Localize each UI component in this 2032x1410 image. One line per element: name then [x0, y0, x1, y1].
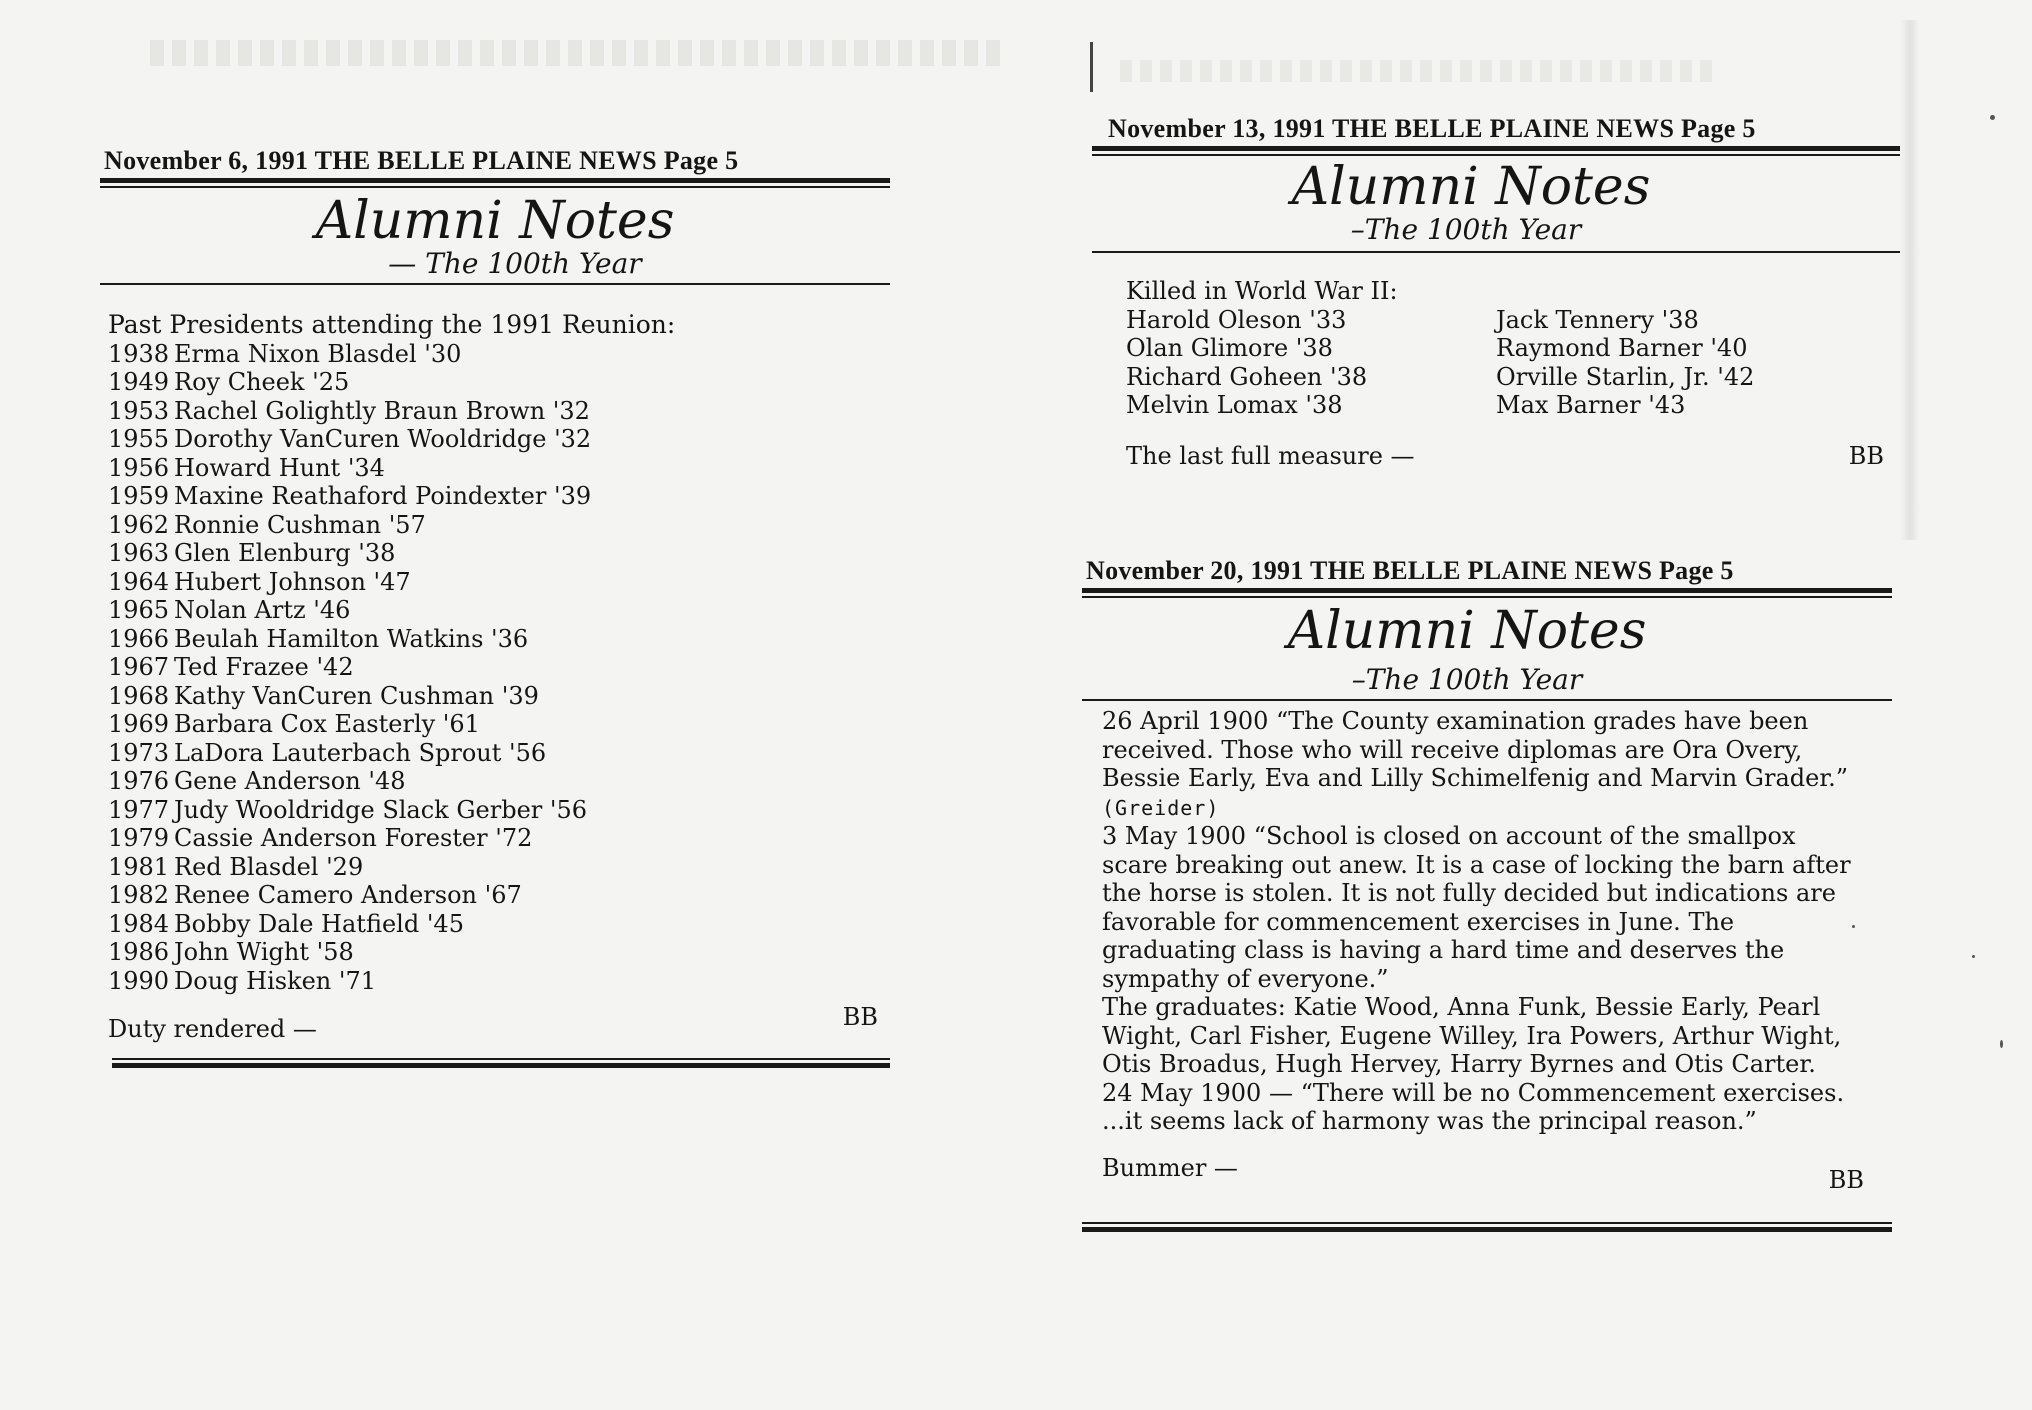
rule [112, 1063, 890, 1068]
list-item [108, 397, 890, 426]
year: 1984 [108, 909, 170, 938]
year: 1953 [108, 396, 170, 425]
year: 1967 [108, 653, 170, 682]
dust-speck [1972, 955, 1975, 958]
rule [1092, 251, 1900, 253]
list-item [108, 368, 890, 397]
year: 1963 [108, 539, 170, 568]
list-item [108, 340, 890, 369]
list-item [108, 853, 890, 882]
list-item: Olan Glimore '38 [1126, 334, 1333, 363]
closing-line: Bummer — [1102, 1153, 1238, 1182]
list-item [108, 824, 890, 853]
list-item [108, 682, 890, 711]
list-item [108, 625, 890, 654]
name: Doug Hisken '71 [174, 966, 377, 995]
presidents-list [108, 340, 890, 996]
article-paragraph [1102, 707, 1864, 822]
list-item: Raymond Barner '40 [1496, 334, 1748, 363]
rule [1092, 154, 1900, 156]
article-paragraph: 24 May 1900 — “There will be no Commencement exercises. ...it seems lack of harmony was the principal reason.” [1102, 1078, 1845, 1136]
article-body [1082, 707, 1892, 1194]
name: Renee Camero Anderson '67 [174, 881, 522, 910]
sign-off [1102, 1154, 1864, 1195]
name: Beulah Hamilton Watkins '36 [174, 624, 529, 653]
year: 1986 [108, 938, 170, 967]
list-item [108, 767, 890, 796]
list-item [108, 938, 890, 967]
name: Dorothy VanCuren Wooldridge '32 [174, 425, 592, 454]
list-item [108, 539, 890, 568]
fold-mark [1090, 42, 1093, 92]
article-heading: Past Presidents attending the 1991 Reunion: [108, 310, 676, 340]
signature: BB [1828, 1165, 1864, 1194]
year: 1968 [108, 681, 170, 710]
list-item: Jack Tennery '38 [1496, 305, 1699, 334]
year: 1973 [108, 738, 170, 767]
rule [100, 186, 890, 188]
list-item [108, 796, 890, 825]
list-item: Richard Goheen '38 [1126, 362, 1368, 391]
list-item: Max Barner '43 [1496, 391, 1686, 420]
year: 1949 [108, 368, 170, 397]
name: Rachel Golightly Braun Brown '32 [174, 396, 590, 425]
paragraph-text: 26 April 1900 “The County examination grades have been received. Those who will receive diplomas are Ora Overy, Bessie Early, Eva and Lilly Schimelfenig and Marvin Grader.” [1102, 707, 1849, 793]
name: Howard Hunt '34 [174, 453, 385, 482]
bleed-through-text [1120, 60, 1720, 82]
name: Cassie Anderson Forester '72 [174, 824, 533, 853]
name: Kathy VanCuren Cushman '39 [174, 681, 539, 710]
names-column-left [1126, 306, 1496, 420]
list-item [108, 739, 890, 768]
year: 1990 [108, 966, 170, 995]
year: 1977 [108, 795, 170, 824]
column-subtitle: –The 100th Year [1350, 212, 1582, 246]
rule [1082, 596, 1892, 598]
sign-off [1126, 442, 1900, 471]
name: Gene Anderson '48 [174, 767, 406, 796]
list-item: Orville Starlin, Jr. '42 [1496, 362, 1755, 391]
year: 1956 [108, 453, 170, 482]
rule [1082, 1227, 1892, 1232]
list-item: Melvin Lomax '38 [1126, 391, 1343, 420]
dateline: November 6, 1991 THE BELLE PLAINE NEWS Page 5 [104, 146, 739, 175]
year: 1962 [108, 510, 170, 539]
dateline: November 20, 1991 THE BELLE PLAINE NEWS Page 5 [1086, 556, 1734, 585]
rule [1082, 699, 1892, 701]
name: LaDora Lauterbach Sprout '56 [174, 738, 547, 767]
year: 1982 [108, 881, 170, 910]
article-heading: Killed in World War II: [1126, 277, 1398, 306]
list-item [108, 568, 890, 597]
list-item [108, 653, 890, 682]
name: Judy Wooldridge Slack Gerber '56 [174, 795, 588, 824]
closing-line: Duty rendered — [108, 1015, 317, 1044]
year: 1965 [108, 596, 170, 625]
list-item [108, 967, 890, 996]
name: Maxine Reathaford Poindexter '39 [174, 482, 592, 511]
scan-shadow [1900, 20, 1920, 540]
year: 1981 [108, 852, 170, 881]
handwritten-note: (Greider) [1102, 795, 1220, 820]
dust-speck [1990, 115, 1995, 120]
year: 1976 [108, 767, 170, 796]
column-title: Alumni Notes [315, 191, 675, 251]
name: Ronnie Cushman '57 [174, 510, 426, 539]
article-paragraph: 3 May 1900 “School is closed on account of the smallpox scare breaking out anew. It is a case of locking the barn after the horse is stolen. It is not fully decided but indications are favorable for commencement exercises in June. The graduating class is having a hard time and deserves the sympathy of everyone.” [1102, 822, 1851, 993]
list-item: Harold Oleson '33 [1126, 305, 1347, 334]
name: Roy Cheek '25 [174, 368, 350, 397]
clipping-nov-6 [100, 146, 890, 1068]
clipping-nov-13 [1092, 114, 1900, 470]
closing-line: The last full measure — [1126, 441, 1415, 470]
year: 1964 [108, 567, 170, 596]
column-title: Alumni Notes [1291, 157, 1651, 217]
name: Glen Elenburg '38 [174, 539, 396, 568]
name: Nolan Artz '46 [174, 596, 351, 625]
name: Bobby Dale Hatfield '45 [174, 909, 464, 938]
list-item [108, 596, 890, 625]
list-item [108, 710, 890, 739]
bleed-through-text [150, 40, 1000, 66]
year: 1966 [108, 624, 170, 653]
year: 1959 [108, 482, 170, 511]
name: Erma Nixon Blasdel '30 [174, 339, 462, 368]
signature: BB [842, 1003, 878, 1032]
names-column-right [1496, 306, 1866, 420]
list-item [108, 881, 890, 910]
rule [100, 283, 890, 285]
clipping-nov-20 [1082, 556, 1892, 1232]
name: John Wight '58 [174, 938, 354, 967]
name: Ted Frazee '42 [174, 653, 354, 682]
list-item [108, 910, 890, 939]
year: 1969 [108, 710, 170, 739]
signature: BB [1848, 441, 1884, 470]
list-item [108, 454, 890, 483]
column-title: Alumni Notes [1287, 601, 1647, 661]
list-item [108, 511, 890, 540]
name: Hubert Johnson '47 [174, 567, 411, 596]
dateline: November 13, 1991 THE BELLE PLAINE NEWS Page 5 [1108, 114, 1756, 143]
names-columns [1126, 306, 1900, 420]
column-subtitle: –The 100th Year [1351, 662, 1583, 696]
list-item [108, 482, 890, 511]
article-body [100, 311, 890, 1044]
year: 1979 [108, 824, 170, 853]
name: Red Blasdel '29 [174, 852, 364, 881]
article-paragraph: The graduates: Katie Wood, Anna Funk, Bessie Early, Pearl Wight, Carl Fisher, Eugene Willey, Ira Powers, Arthur Wight, Otis Broadus, Hugh Hervey, Harry Byrnes and Otis Carter. [1102, 993, 1842, 1079]
column-subtitle: — The 100th Year [388, 246, 642, 280]
year: 1938 [108, 339, 170, 368]
article-body [1092, 277, 1900, 470]
list-item [108, 425, 890, 454]
name: Barbara Cox Easterly '61 [174, 710, 480, 739]
dust-speck [2000, 1040, 2003, 1048]
year: 1955 [108, 425, 170, 454]
sign-off [108, 1003, 890, 1044]
